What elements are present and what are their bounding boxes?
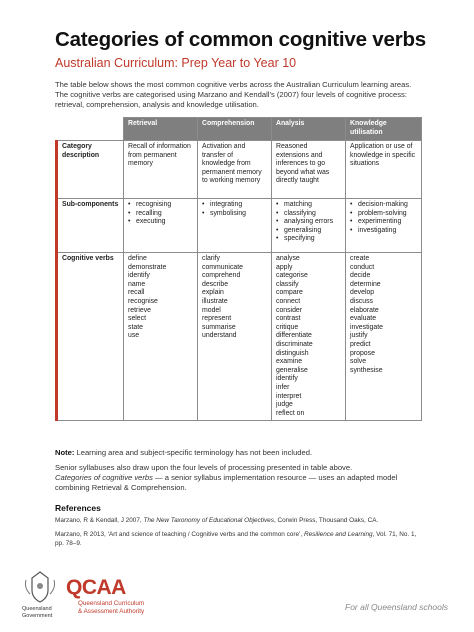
queensland-government-label xyxy=(22,606,52,619)
sub-knowledge-utilisation xyxy=(346,199,422,253)
list-item: discriminate xyxy=(276,340,313,348)
page-subtitle: Australian Curriculum: Prep Year to Year 10 xyxy=(55,56,297,70)
category-analysis: Reasoned extensions and inferences to go beyond what was directly taught xyxy=(272,141,346,199)
list-item: solve xyxy=(350,358,367,366)
gov-label-line-2: Government xyxy=(22,612,53,619)
list-item: contrast xyxy=(276,315,301,323)
table-row xyxy=(57,253,422,421)
list-item: conduct xyxy=(350,263,375,271)
list-item: • experimenting xyxy=(350,218,417,227)
qcaa-wordmark: QCAA xyxy=(66,576,126,599)
list-item: discuss xyxy=(350,297,373,305)
list-item: name xyxy=(128,280,146,288)
list-item: classify xyxy=(276,280,299,288)
list-item: • symbolising xyxy=(202,210,267,219)
list-item: clarify xyxy=(202,255,220,262)
list-item: describe xyxy=(202,280,229,288)
cognitive-verbs-table xyxy=(55,117,422,421)
category-knowledge-utilisation: Application or use of knowledge in specific situations xyxy=(346,141,422,199)
intro-paragraph: The table below shows the most common cognitive verbs across the Australian Curriculum learning areas. The cognitive verbs are categorised using Marzano and Kendall’s (2007) four levels of cognitive process: retrieval, comprehension, analysis and knowledge utilisation. xyxy=(55,80,412,109)
list-item: communicate xyxy=(202,263,243,271)
list-item: critique xyxy=(276,323,299,331)
senior-line-1: Senior syllabuses also draw upon the four levels of processing presented in table above. xyxy=(55,463,353,472)
list-item: model xyxy=(202,306,221,314)
list-item: illustrate xyxy=(202,297,228,305)
list-item: • classifying xyxy=(276,210,341,219)
list-item: comprehend xyxy=(202,272,241,280)
table-corner xyxy=(57,118,124,141)
list-item: • generalising xyxy=(276,227,341,236)
header-comprehension: Comprehension xyxy=(198,118,272,141)
reference-1-title: The New Taxonomy of Educational Objectives xyxy=(143,517,274,524)
category-comprehension: Activation and transfer of knowledge from permanent memory to working memory xyxy=(198,141,272,199)
verbs-knowledge-utilisation xyxy=(346,253,422,421)
list-item: predict xyxy=(350,340,371,348)
list-item: • executing xyxy=(128,218,193,227)
list-item: elaborate xyxy=(350,306,379,314)
list-item: evaluate xyxy=(350,315,377,323)
header-knowledge-utilisation: Knowledge utilisation xyxy=(346,118,422,141)
sub-analysis xyxy=(272,199,346,253)
list-item: investigate xyxy=(350,323,383,331)
list-item: state xyxy=(128,323,143,331)
list-item: justify xyxy=(350,332,368,340)
reference-1-authors: Marzano, R & Kendall, J 2007, xyxy=(55,517,144,524)
list-item: generalise xyxy=(276,366,308,374)
authority-line-1: Queensland Curriculum xyxy=(78,600,145,607)
list-item: • specifying xyxy=(276,235,341,244)
table-header-row xyxy=(57,118,422,141)
category-retrieval: Recall of information from permanent memory xyxy=(124,141,198,199)
list-item: create xyxy=(350,255,370,262)
authority-line-2: & Assessment Authority xyxy=(78,608,145,615)
list-item: interpret xyxy=(276,392,302,400)
list-item: • analysing errors xyxy=(276,218,341,227)
verbs-analysis xyxy=(272,253,346,421)
list-item: recognise xyxy=(128,297,158,305)
list-item: represent xyxy=(202,315,232,323)
gov-label-line-1: Queensland xyxy=(22,606,52,612)
list-item: compare xyxy=(276,289,303,297)
list-item: demonstrate xyxy=(128,263,167,271)
list-item: judge xyxy=(276,401,293,409)
list-item: recall xyxy=(128,289,145,297)
row-label-category: Category description xyxy=(57,141,124,199)
list-item: • investigating xyxy=(350,227,417,236)
note-text xyxy=(55,448,420,458)
list-item: define xyxy=(128,255,147,262)
list-item: • recalling xyxy=(128,210,193,219)
senior-body: — a senior syllabus implementation resource — uses an adapted model combining Retrieval & Comprehension. xyxy=(55,473,398,492)
queensland-crest-icon xyxy=(20,570,60,606)
reference-1 xyxy=(55,517,420,526)
reference-1-publisher: , Corwin Press, Thousand Oaks, CA. xyxy=(273,517,379,524)
list-item: reflect on xyxy=(276,409,305,417)
list-item: categorise xyxy=(276,272,308,280)
header-retrieval: Retrieval xyxy=(124,118,198,141)
list-item: apply xyxy=(276,263,293,271)
list-item: • decision-making xyxy=(350,201,417,210)
list-item: explain xyxy=(202,289,224,297)
sub-comprehension xyxy=(198,199,272,253)
row-label-cognitive-verbs: Cognitive verbs xyxy=(57,253,124,421)
qcaa-logo xyxy=(66,576,126,600)
reference-2-journal: Resilience and Learning xyxy=(304,531,373,538)
reference-2-authors: Marzano, R 2013, ‘Art and science of teaching / Cognitive verbs and the common core’, xyxy=(55,531,305,538)
header-analysis: Analysis xyxy=(272,118,346,141)
note-label: Note: xyxy=(55,448,75,457)
sub-retrieval xyxy=(124,199,198,253)
note-body: Learning area and subject-specific terminology has not been included. xyxy=(74,448,313,457)
reference-2 xyxy=(55,531,420,548)
list-item: analyse xyxy=(276,255,300,262)
row-label-sub-components: Sub-components xyxy=(57,199,124,253)
list-item: • matching xyxy=(276,201,341,210)
table-row xyxy=(57,199,422,253)
table-row xyxy=(57,141,422,199)
verbs-comprehension xyxy=(198,253,272,421)
list-item: select xyxy=(128,315,147,323)
list-item: synthesise xyxy=(350,366,383,374)
list-item: identify xyxy=(128,272,150,280)
list-item: propose xyxy=(350,349,375,357)
list-item: identify xyxy=(276,375,298,383)
page-title: Categories of common cognitive verbs xyxy=(55,28,426,51)
list-item: consider xyxy=(276,306,303,314)
list-item: differentiate xyxy=(276,332,312,340)
list-item: distinguish xyxy=(276,349,309,357)
list-item: develop xyxy=(350,289,375,297)
list-item: use xyxy=(128,332,140,340)
list-item: infer xyxy=(276,383,290,391)
list-item: • problem-solving xyxy=(350,210,417,219)
list-item: connect xyxy=(276,297,301,305)
senior-paragraph xyxy=(55,473,420,493)
list-item: • recognising xyxy=(128,201,193,210)
list-item: determine xyxy=(350,280,381,288)
reference-2-volume: , Vol. 71, No. 1, pp. 78–9. xyxy=(55,531,417,547)
references-heading: References xyxy=(55,503,101,513)
list-item: examine xyxy=(276,358,303,366)
verbs-retrieval xyxy=(124,253,198,421)
list-item: summarise xyxy=(202,323,236,331)
list-item: understand xyxy=(202,332,237,340)
list-item: decide xyxy=(350,272,371,280)
list-item: retrieve xyxy=(128,306,151,314)
senior-italic-title: Categories of cognitive verbs xyxy=(55,473,153,482)
footer-tagline: For all Queensland schools xyxy=(345,602,449,612)
qcaa-authority-name xyxy=(78,600,144,616)
list-item: • integrating xyxy=(202,201,267,210)
